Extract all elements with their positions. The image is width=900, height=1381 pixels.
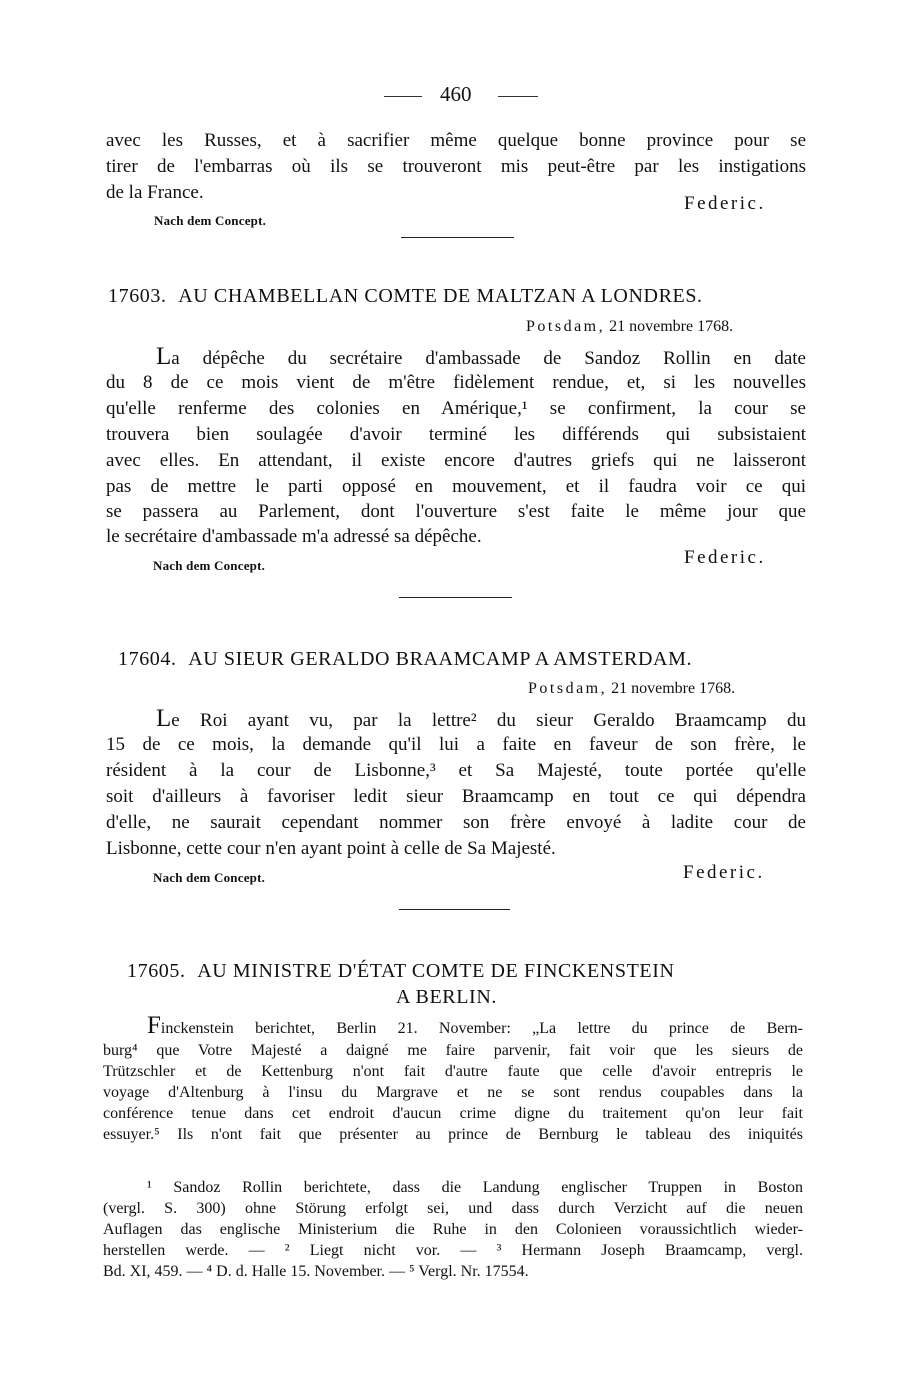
separator-rule xyxy=(399,909,510,910)
body-line: 15 de ce mois, la demande qu'il lui a faite en faveur de son frère, le xyxy=(106,734,806,755)
body-line: résident à la cour de Lisbonne,³ et Sa Majesté, toute portée qu'elle xyxy=(106,760,806,781)
letter-number: 17605. xyxy=(127,960,186,982)
body-line: d'elle, ne saurait cependant nommer son frère envoyé à ladite cour de xyxy=(106,812,806,833)
letter-heading-line2: A BERLIN. xyxy=(396,986,497,1008)
footnote-text: ¹ Sandoz Rollin berichtete, dass die Landung englischer Truppen in Boston xyxy=(147,1179,803,1196)
separator-rule xyxy=(399,597,512,598)
drop-cap: L xyxy=(156,705,172,732)
footnote-line xyxy=(103,1177,803,1198)
source-note: Nach dem Concept. xyxy=(153,870,266,885)
place: Potsdam, xyxy=(528,680,608,697)
body-line: se passera au Parlement, dont l'ouverture s'est faite le même jour que xyxy=(106,501,806,522)
letter-number: 17604. xyxy=(118,648,177,670)
date: 21 novembre 1768. xyxy=(609,318,734,335)
body-line: voyage d'Altenburg à l'insu du Margrave et ne se sont rendus coupables dans la xyxy=(103,1084,803,1101)
place-date xyxy=(526,318,733,336)
letter-heading xyxy=(108,285,703,308)
place-date xyxy=(528,680,735,698)
body-line xyxy=(106,706,806,734)
body-line: Trützschler et de Kettenburg n'ont fait d'autre faute que celle d'avoir entrepris le xyxy=(103,1063,803,1080)
page-number: 460 xyxy=(440,82,472,106)
body-line: pas de mettre le parti opposé en mouvement, et il faudra voir ce qui xyxy=(106,476,806,497)
body-line: essuyer.⁵ Ils n'ont fait que présenter au prince de Bernburg le tableau des iniquités xyxy=(103,1126,803,1143)
body-line: burg⁴ que Votre Majesté a daigné me faire parvenir, fait voir que les sieurs de xyxy=(103,1042,803,1059)
separator-rule xyxy=(401,237,514,238)
signature: Federic. xyxy=(683,862,765,883)
letter-title: AU CHAMBELLAN COMTE DE MALTZAN A LONDRES. xyxy=(178,285,703,307)
body-text: inckenstein berichtet, Berlin 21. November: „La lettre du prince de Bern- xyxy=(160,1020,803,1037)
body-line: soit d'ailleurs à favoriser ledit sieur Braamcamp en tout ce qui dépendra xyxy=(106,786,806,807)
body-line: du 8 de ce mois vient de m'être fidèlement rendue, et, si les nouvelles xyxy=(106,372,806,393)
body-line: avec elles. En attendant, il existe encore d'autres griefs qui ne laisseront xyxy=(106,450,806,471)
letter-heading xyxy=(118,648,692,671)
place: Potsdam, xyxy=(526,318,606,335)
continuation-line: avec les Russes, et à sacrifier même quelque bonne province pour se xyxy=(106,130,806,151)
letter-heading xyxy=(127,960,675,983)
body-text: e Roi ayant vu, par la lettre² du sieur Geraldo Braamcamp du xyxy=(171,710,806,731)
footnote-line: herstellen werde. — ² Liegt nicht vor. — ³ Hermann Joseph Braamcamp, vergl. xyxy=(103,1242,803,1259)
body-line xyxy=(103,1012,803,1039)
date: 21 novembre 1768. xyxy=(611,680,736,697)
header-dash-left xyxy=(384,96,422,97)
drop-cap: L xyxy=(156,343,172,370)
footnote-line: (vergl. S. 300) ohne Störung erfolgt sei, und dass durch Verzicht auf die neuen xyxy=(103,1200,803,1217)
body-line: Lisbonne, cette cour n'en ayant point à celle de Sa Majesté. xyxy=(106,838,556,859)
footnote-line: Bd. XI, 459. — ⁴ D. d. Halle 15. November. — ⁵ Vergl. Nr. 17554. xyxy=(103,1263,529,1280)
body-line xyxy=(106,344,806,372)
body-line: trouvera bien soulagée d'avoir terminé les différends qui subsistaient xyxy=(106,424,806,445)
letter-number: 17603. xyxy=(108,285,167,307)
letter-title: AU MINISTRE D'ÉTAT COMTE DE FINCKENSTEIN xyxy=(197,960,675,982)
source-note: Nach dem Concept. xyxy=(153,558,266,573)
body-line: conférence tenue dans cet endroit d'aucun crime digne du traitement qu'on leur fait xyxy=(103,1105,803,1122)
continuation-line: tirer de l'embarras où ils se trouveront mis peut-être par les instigations xyxy=(106,156,806,177)
letter-title: AU SIEUR GERALDO BRAAMCAMP A AMSTERDAM. xyxy=(188,648,693,670)
body-line: qu'elle renferme des colonies en Amérique,¹ se confirment, la cour se xyxy=(106,398,806,419)
continuation-line: de la France. xyxy=(106,182,204,203)
signature: Federic. xyxy=(684,547,766,568)
signature: Federic. xyxy=(684,193,766,214)
footnote-line: Auflagen das englische Ministerium die Ruhe in den Colonieen voraussichtlich wieder- xyxy=(103,1221,803,1238)
drop-cap: F xyxy=(147,1012,161,1039)
body-line: le secrétaire d'ambassade m'a adressé sa dépêche. xyxy=(106,526,482,547)
header-dash-right xyxy=(498,96,538,97)
source-note: Nach dem Concept. xyxy=(154,213,267,228)
body-text: a dépêche du secrétaire d'ambassade de Sandoz Rollin en date xyxy=(171,348,806,369)
